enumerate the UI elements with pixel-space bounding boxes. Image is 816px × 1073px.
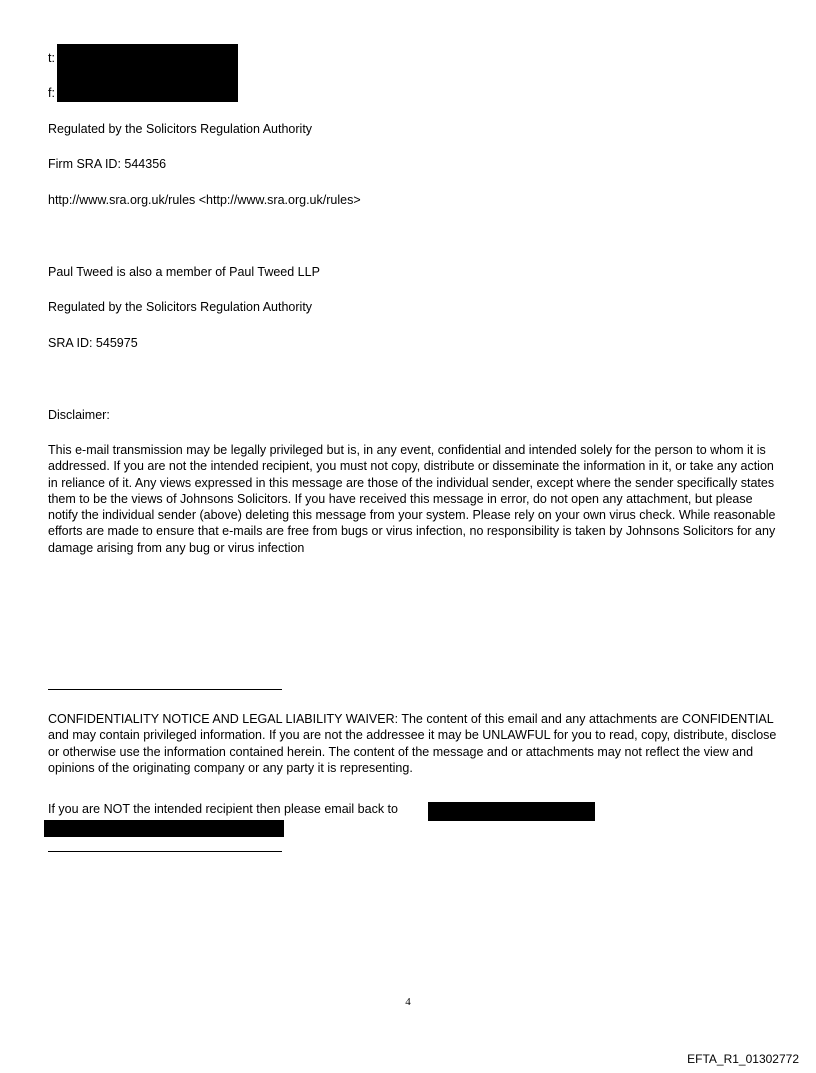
page-number: 4 (405, 996, 411, 1008)
bates-number: EFTA_R1_01302772 (687, 1052, 799, 1066)
redaction-block-email-continued (44, 820, 284, 837)
fax-label: f: (48, 86, 55, 100)
llp-member-note: Paul Tweed is also a member of Paul Tweed LLP (48, 265, 320, 279)
separator-rule-top (48, 689, 282, 690)
disclaimer-body: This e-mail transmission may be legally privileged but is, in any event, confidential and intended solely for the person to whom it is addressed. If you are not the intended recipient, you must not copy, distribute or disseminate the information in it, or take any action in reliance of it. Any views expressed in this message are those of the individual sender, except where the sender specifically states them to be the views of Johnsons Solicitors. If you have received this message in error, do not open any attachment, but please notify the individual sender (above) deleting this message from your system. Please rely on your own virus check. While reasonable efforts are made to ensure that e-mails are free from bugs or virus infection, no responsibility is taken by Johnsons Solicitors for any damage arising from any bug or virus infection (48, 443, 776, 555)
llp-sra-id: SRA ID: 545975 (48, 336, 138, 350)
redaction-block-contact (57, 44, 238, 102)
separator-rule-bottom (48, 851, 282, 852)
llp-regulated-text: Regulated by the Solicitors Regulation Authority (48, 300, 313, 314)
redaction-block-email (428, 802, 595, 821)
firm-regulated-text: Regulated by the Solicitors Regulation Authority (48, 122, 313, 136)
email-back-text: If you are NOT the intended recipient then please email back to (48, 802, 398, 816)
confidentiality-notice: CONFIDENTIALITY NOTICE AND LEGAL LIABILITY WAIVER: The content of this email and any attachments are CONFIDENTIAL and may contain privileged information. If you are not the addressee it may be UNLAWFUL for you to read, copy, distribute, disclose or otherwise use the information contained herein. The content of the message and or attachments may not reflect the view and opinions of the originating company or any party it is representing. (48, 712, 777, 775)
sra-rules-link[interactable]: http://www.sra.org.uk/rules <http://www.sra.org.uk/rules> (48, 193, 361, 207)
phone-label: t: (48, 51, 55, 65)
firm-sra-id: Firm SRA ID: 544356 (48, 157, 167, 171)
disclaimer-heading: Disclaimer: (48, 408, 110, 422)
